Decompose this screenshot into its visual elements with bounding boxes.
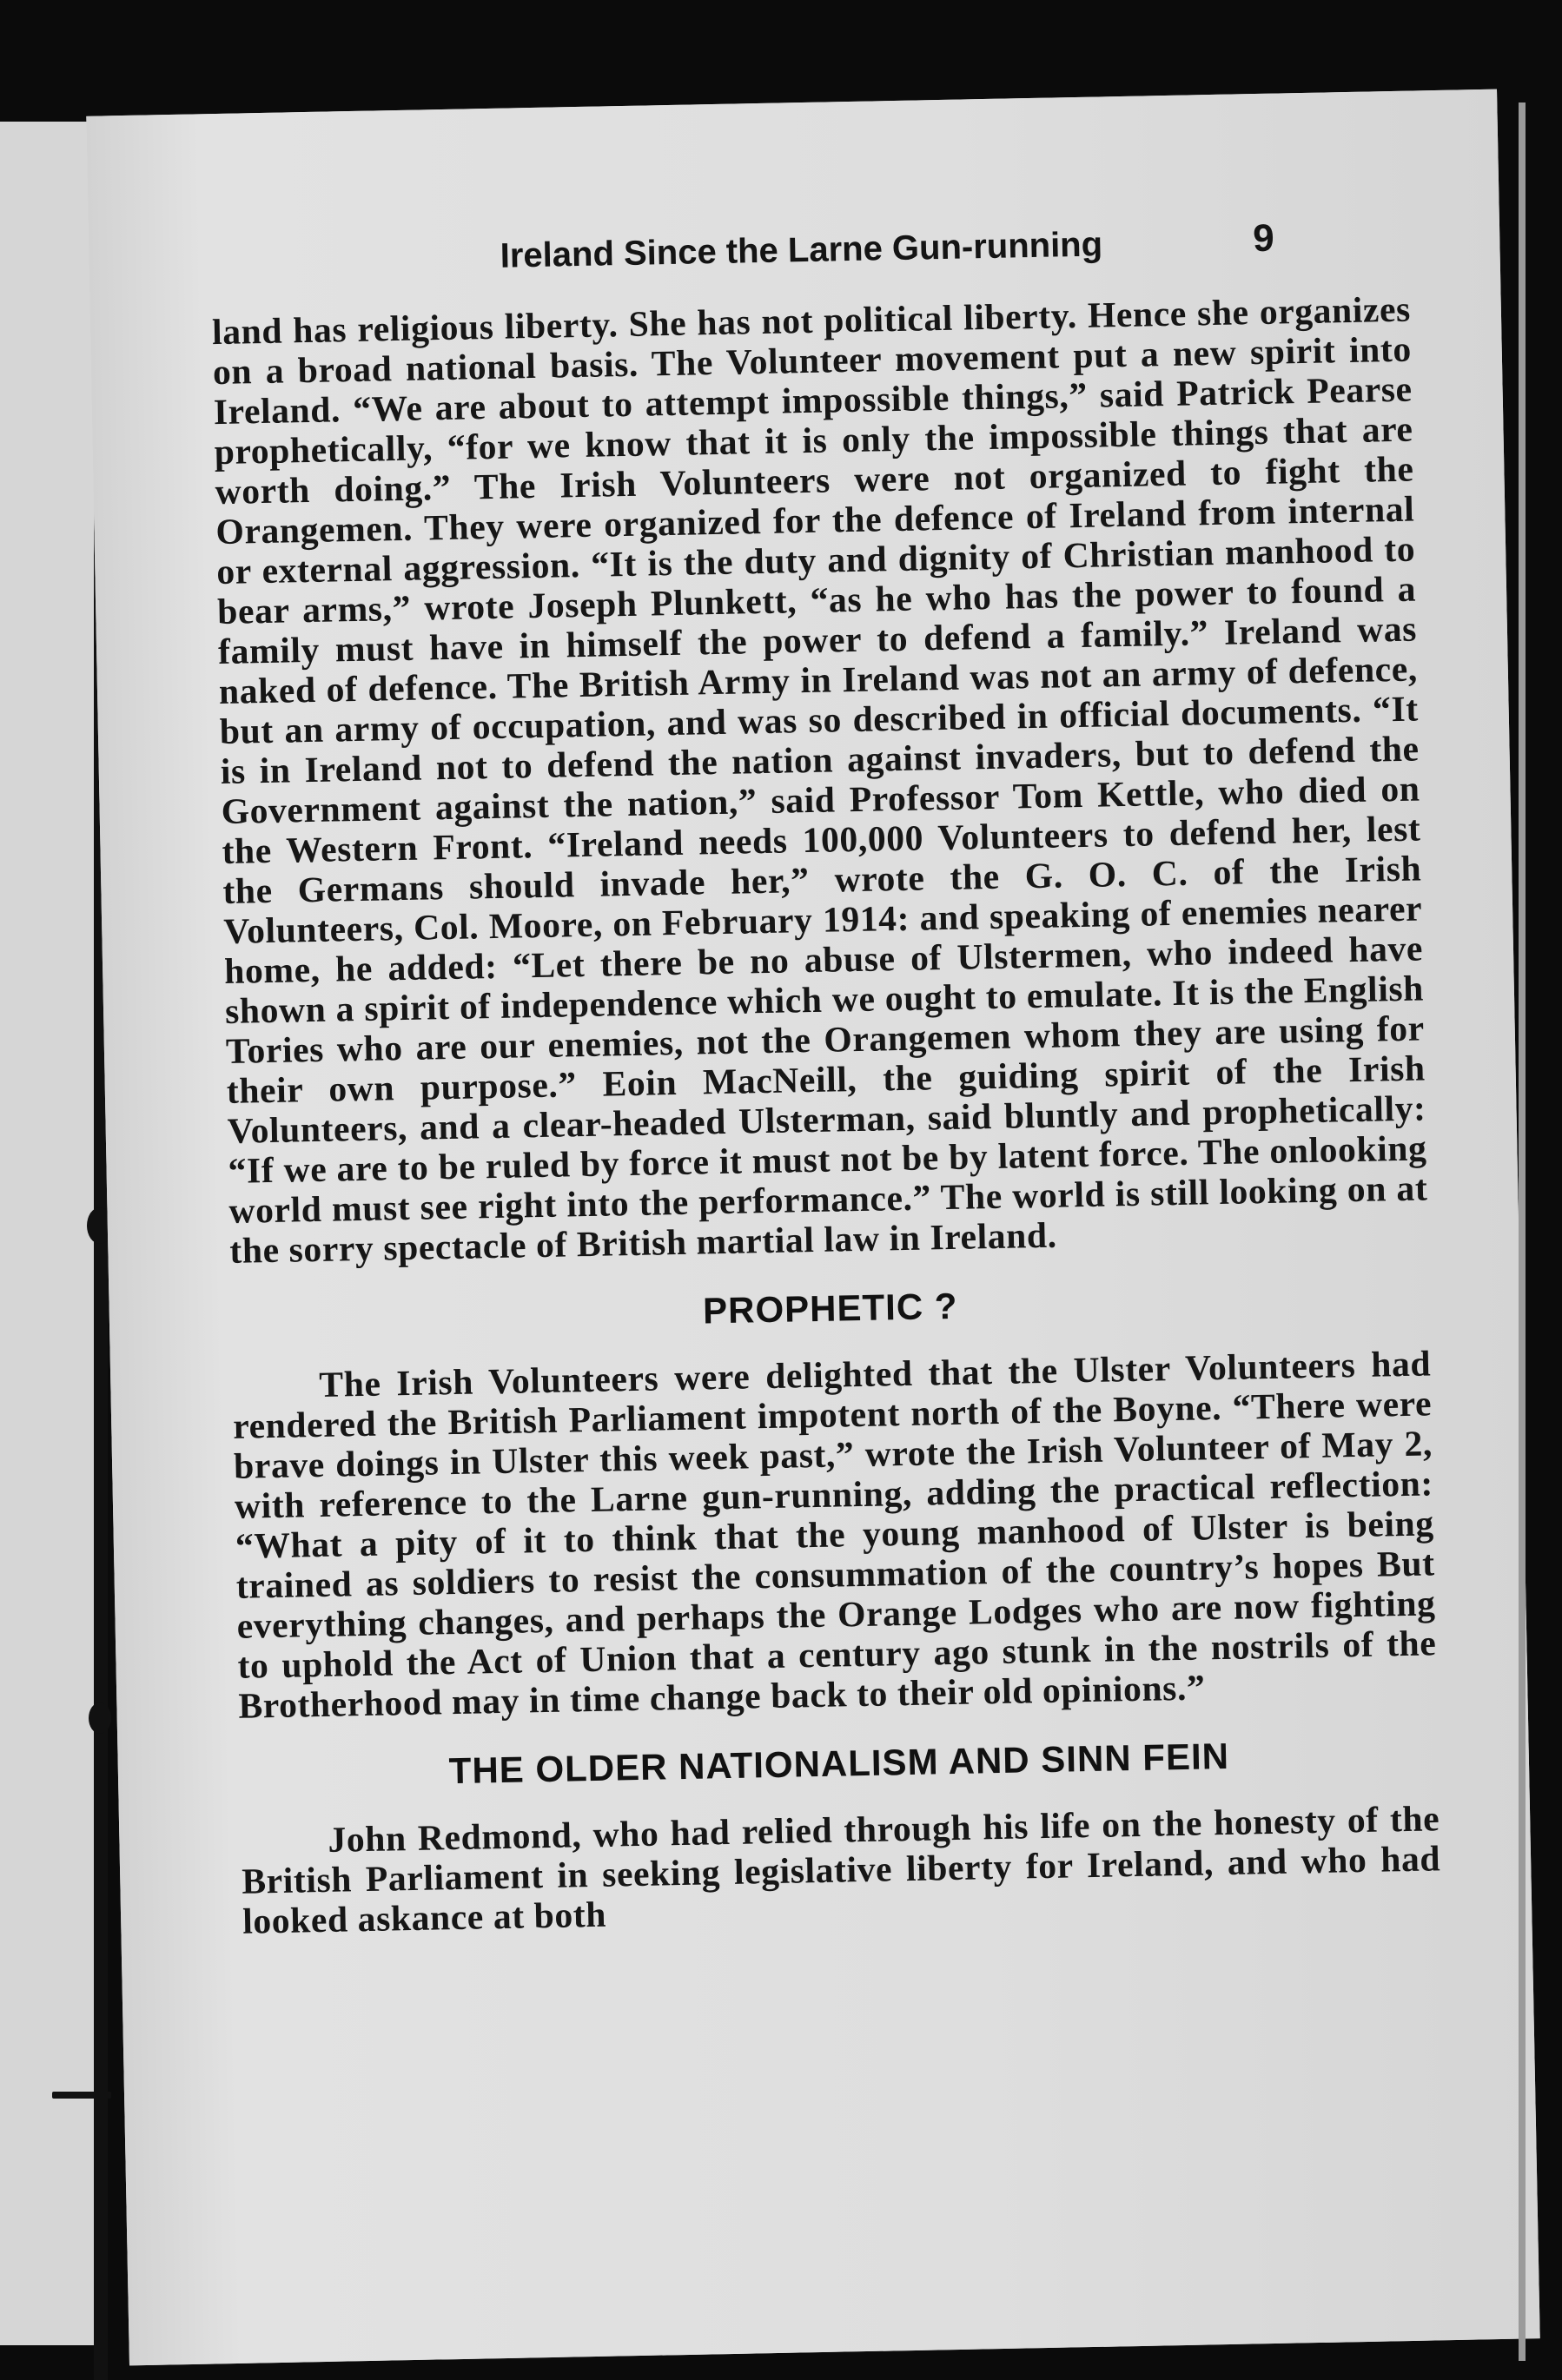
binding-stitch [89,1702,111,1734]
paragraph: land has religious liberty. She has not political liberty. Hence she organizes on a broad national basis. The Volunteer movement put a new spirit into Ireland. “We are about to attempt impossible things,” said Patrick Pearse prophetically, “for we know that it is only the impossible things that are worth doing.” The Irish Volunteers were not organized to fight the Orangemen. They were organized for the defence of Ireland from internal or external aggression. “It is the duty and dignity of Christian manhood to bear arms,” wrote Joseph Plunkett, “as he who has the power to found a family must have in himself the power to defend a family.” Ireland was naked of defence. The British Army in Ireland was not an army of defence, but an army of occupation, and was so described in official documents. “It is in Ireland not to defend the nation against invaders, but to defend the Government against the nation,” said Professor Tom Kettle, who died on the Western Front. “Ireland needs 100,000 Volunteers to defend her, lest the Germans should invade her,” wrote the G. O. C. of the Irish Volunteers, Col. Moore, on February 1914: and speaking of enemies nearer home, he added: “Let there be no abuse of Ulstermen, who indeed have shown a spirit of independence which we ought to emulate. It is the English Tories who are our enemies, not the Orangemen whom they are using for their own purpose.” Eoin MacNeill, the guiding spirit of the Irish Volunteers, and a clear-headed Ulsterman, said bluntly and prophetically: “If we are to be ruled by force it must not be by latent force. The onlooking world must see right into the performance.” The world is still looking on at the sorry spectacle of British martial law in Ireland. [211,288,1428,1271]
page-right-edge [1519,102,1526,2361]
section-heading-prophetic: PROPHETIC ? [702,1285,958,1332]
facing-page-edge [0,122,103,2345]
running-head-title: Ireland Since the Larne Gun-running [500,225,1103,275]
paragraph: John Redmond, who had relied through his life on the honesty of the British Parliament in seeking legislative liberty for Ireland, and who had looked askance at both [241,1798,1441,1941]
page-number: 9 [1252,216,1275,261]
binding-stitch [52,2092,111,2099]
paragraph: The Irish Volunteers were delighted that the Ulster Volunteers had rendered the British Parliament impotent north of the Boyne. “There were brave doings in Ulster this week past,” wrote the Irish Volunteer of May 2, with reference to the Larne gun-running, adding the practical reflection: “What a pity of it to think that the young manhood of Ulster is being trained as soldiers to resist the consummation of the country’s hopes But everything changes, and perhaps the Orange Lodges who are now fighting to uphold the Act of Union that a century ago stunk in the nostrils of the Brotherhood may in time change back to their old opinions.” [232,1343,1437,1726]
body-text [212,289,1442,1941]
section-heading-older-nationalism: THE OLDER NATIONALISM AND SINN FEIN [448,1735,1230,1792]
book-page [86,89,1539,2366]
